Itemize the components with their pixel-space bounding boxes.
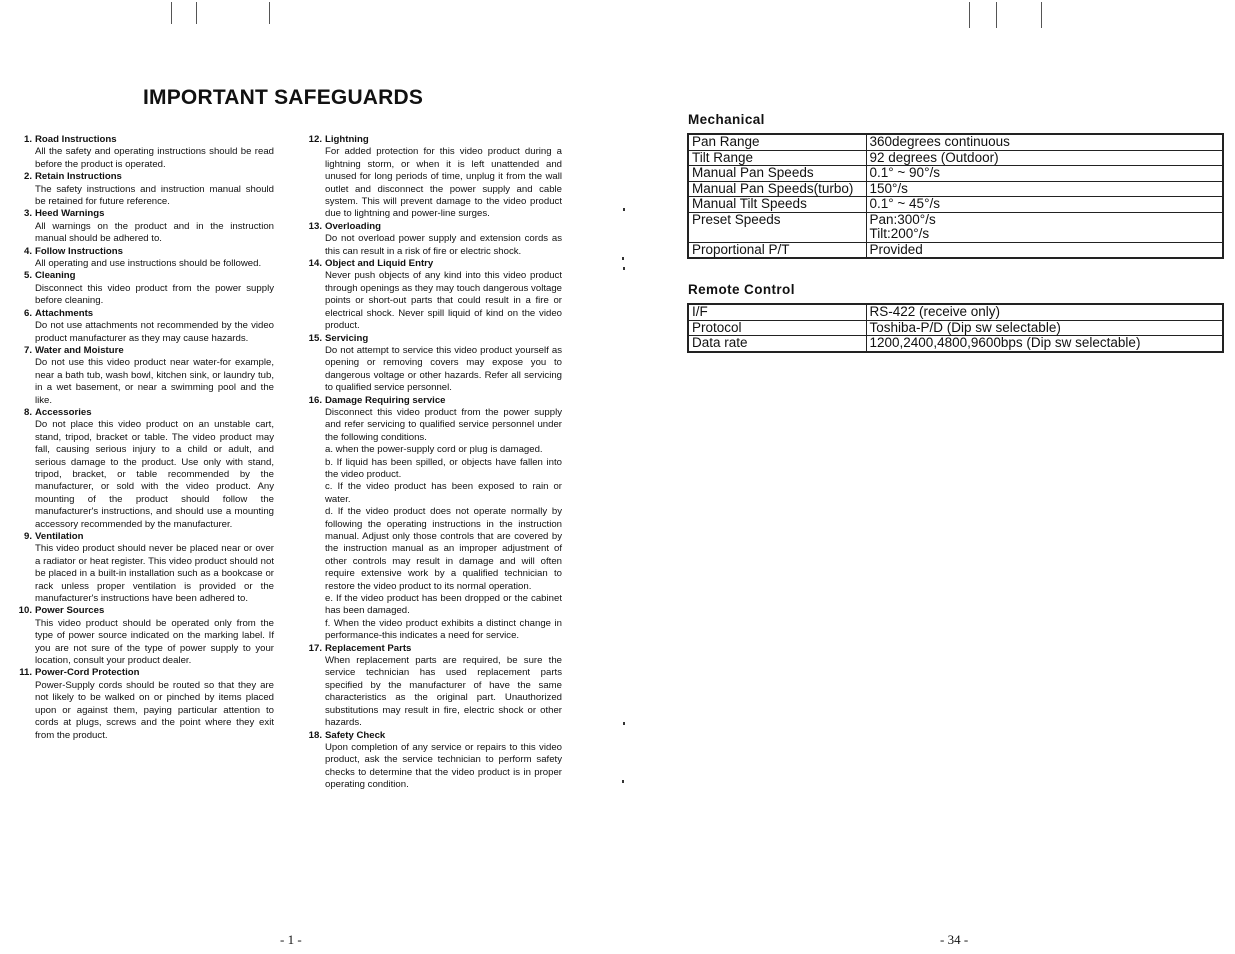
spec-row bbox=[688, 134, 1223, 150]
mechanical-spec-table bbox=[687, 133, 1224, 259]
item-number: 13. bbox=[308, 220, 322, 232]
scan-mark bbox=[1041, 2, 1042, 28]
spec-value: Pan:300°/s bbox=[866, 212, 1223, 227]
scan-speck bbox=[623, 208, 625, 211]
item-heading: Follow Instructions bbox=[35, 245, 123, 257]
item-paragraph: For added protection for this video product during a lightning storm, or when it is left unattended and unused for long periods of time, unplug it from the wall outlet and disconnect the power supply and cable system. This will prevent damage to the video product due to lightning and power-line surges. bbox=[325, 146, 562, 220]
item-number: 6. bbox=[23, 307, 32, 319]
item-heading: Cleaning bbox=[35, 270, 76, 282]
item-heading: Ventilation bbox=[35, 531, 84, 542]
scan-mark bbox=[196, 2, 197, 24]
item-body bbox=[325, 655, 562, 729]
item-body bbox=[325, 345, 562, 395]
item-paragraph: The safety instructions and instruction manual should be retained for future reference. bbox=[35, 183, 274, 208]
item-paragraph: All warnings on the product and in the instruction manual should be adhered to. bbox=[35, 220, 274, 245]
safeguard-item bbox=[306, 258, 562, 332]
spec-label: Manual Tilt Speeds bbox=[688, 197, 866, 213]
item-body bbox=[35, 357, 274, 407]
item-body bbox=[35, 680, 274, 742]
item-number: 5. bbox=[23, 270, 32, 282]
item-body bbox=[325, 146, 562, 220]
scan-mark bbox=[996, 2, 997, 28]
spec-label: Proportional P/T bbox=[688, 242, 866, 258]
item-paragraph: c. If the video product has been exposed to rain or water. bbox=[325, 481, 562, 505]
spec-label: Manual Pan Speeds(turbo) bbox=[688, 181, 866, 197]
scan-speck bbox=[622, 257, 624, 260]
safeguard-item bbox=[16, 208, 274, 245]
safeguard-item bbox=[16, 345, 274, 407]
spec-row bbox=[688, 304, 1223, 320]
scan-mark bbox=[969, 2, 970, 28]
item-paragraph: Do not use this video product near water-for example, near a bath tub, wash bowl, kitchen sink, or laundry tub, in a wet basement, or near a swimming pool and the like. bbox=[35, 357, 274, 406]
spec-row bbox=[688, 197, 1223, 213]
item-heading: Damage Requiring service bbox=[325, 394, 446, 406]
item-paragraph: Upon completion of any service or repairs to this video product, ask the service technician to perform safety checks to determine that the video product is in proper operating condition. bbox=[325, 741, 562, 791]
item-paragraph: This video product should never be placed near or over a radiator or heat register. This video product should not be placed in a built-in installation such as a bookcase or rack unless proper ventilation is provided or the manufacturer's instructions have been adhered to. bbox=[35, 543, 274, 605]
item-body bbox=[35, 221, 274, 246]
item-paragraph: b. If liquid has been spilled, or objects have fallen into the video product. bbox=[325, 456, 562, 480]
item-heading: Overloading bbox=[325, 220, 381, 232]
item-heading: Attachments bbox=[35, 307, 94, 319]
item-paragraph: All the safety and operating instructions should be read before the product is operated. bbox=[35, 146, 274, 170]
spec-row bbox=[688, 181, 1223, 197]
spec-label: Data rate bbox=[688, 336, 866, 352]
item-heading: Heed Warnings bbox=[35, 208, 105, 220]
spec-row bbox=[688, 166, 1223, 182]
item-number: 12. bbox=[308, 134, 322, 145]
safeguard-item bbox=[16, 270, 274, 307]
remote-control-spec-table bbox=[687, 303, 1224, 353]
spec-label: Preset Speeds bbox=[688, 212, 866, 242]
safeguard-item bbox=[306, 333, 562, 395]
spec-value: 360degrees continuous bbox=[866, 134, 1223, 150]
item-paragraph: Disconnect this video product from the power supply and refer servicing to qualified service personnel under the following conditions. bbox=[325, 406, 562, 443]
safeguards-column-1 bbox=[16, 134, 274, 742]
spec-row bbox=[688, 212, 1223, 227]
item-paragraph: Power-Supply cords should be routed so that they are not likely to be walked on or pinched by items placed upon or against them, paying particular attention to cords at plugs, screws and the point where they exit from the product. bbox=[35, 679, 274, 741]
scan-speck bbox=[623, 722, 625, 725]
page-number-left: - 1 - bbox=[280, 932, 302, 947]
item-number: 17. bbox=[308, 642, 322, 654]
item-paragraph: When replacement parts are required, be sure the service technician has used replacement parts specified by the manufacturer of have the same characteristics as the original part. Unauthorized substitutions may result in fire, electric shock or other hazards. bbox=[325, 655, 562, 729]
safeguard-item bbox=[16, 667, 274, 741]
safeguard-item bbox=[16, 407, 274, 531]
item-number: 2. bbox=[23, 171, 32, 183]
spec-row bbox=[688, 336, 1223, 352]
item-number: 18. bbox=[308, 729, 322, 741]
spec-value: Toshiba-P/D (Dip sw selectable) bbox=[866, 320, 1223, 336]
safeguard-item bbox=[306, 395, 562, 643]
item-paragraph: All operating and use instructions should be followed. bbox=[35, 258, 262, 270]
item-paragraph: Do not overload power supply and extension cords as this can result in a risk of fire or electric shock. bbox=[325, 233, 562, 257]
remote-control-heading: Remote Control bbox=[688, 282, 795, 297]
item-paragraph: f. When the video product exhibits a distinct change in performance-this indicates a need for service. bbox=[325, 617, 562, 642]
safeguard-item bbox=[16, 531, 274, 605]
item-number: 9. bbox=[23, 531, 32, 542]
scan-speck bbox=[622, 780, 624, 783]
item-body bbox=[325, 407, 562, 643]
item-body bbox=[35, 419, 274, 531]
item-heading: Power Sources bbox=[35, 605, 105, 617]
item-heading: Accessories bbox=[35, 406, 92, 418]
spec-value: 1200,2400,4800,9600bps (Dip sw selectable) bbox=[866, 336, 1223, 352]
item-paragraph: Do not attempt to service this video product yourself as opening or removing covers may expose you to dangerous voltage or other hazards. Refer all servicing to qualified service personnel. bbox=[325, 344, 562, 394]
safeguard-item bbox=[16, 246, 274, 271]
spec-value: 0.1° ~ 90°/s bbox=[866, 166, 1223, 182]
spec-value: 92 degrees (Outdoor) bbox=[866, 150, 1223, 166]
spec-row bbox=[688, 320, 1223, 336]
item-body bbox=[35, 543, 274, 605]
item-number: 3. bbox=[23, 208, 32, 220]
page-title: IMPORTANT SAFEGUARDS bbox=[143, 86, 424, 109]
spec-label: Manual Pan Speeds bbox=[688, 166, 866, 182]
item-number: 8. bbox=[23, 406, 32, 418]
spec-value: 150°/s bbox=[866, 181, 1223, 197]
item-paragraph: Do not place this video product on an unstable cart, stand, tripod, bracket or table. The video product may fall, causing serious injury to a child or adult, and serious damage to the product. Use only with stand, tripod, bracket, or table recommended by the manufacturer, or sold with the video product. Any mounting of the product should follow the manufacturer's instructions, and should use a mounting accessory recommended by the manufacturer. bbox=[35, 419, 274, 530]
item-heading: Road Instructions bbox=[35, 134, 117, 145]
safeguard-item bbox=[306, 643, 562, 730]
spec-value: 0.1° ~ 45°/s bbox=[866, 197, 1223, 213]
item-body bbox=[35, 258, 274, 270]
item-number: 16. bbox=[308, 394, 322, 406]
item-paragraph: d. If the video product does not operate normally by following the operating instructions in the instruction manual. Adjust only those controls that are covered by the instruction manual as an improper adjustment of other controls may result in damage and will often require extensive work by a qualified technician to restore the video product to its normal operation. bbox=[325, 506, 562, 592]
item-heading: Water and Moisture bbox=[35, 344, 124, 356]
item-heading: Replacement Parts bbox=[325, 642, 412, 654]
item-body bbox=[35, 618, 274, 668]
item-body bbox=[325, 742, 562, 792]
spec-value: Provided bbox=[866, 242, 1223, 258]
spec-label: I/F bbox=[688, 304, 866, 320]
item-paragraph: Never push objects of any kind into this video product through openings as they may touch dangerous voltage points or short-out parts that could result in a fire or electrical shock. Never spill liquid of kind on the video product. bbox=[325, 270, 562, 332]
page-number-right: - 34 - bbox=[940, 932, 969, 947]
item-body bbox=[325, 233, 562, 258]
item-heading: Servicing bbox=[325, 332, 369, 344]
spec-value: RS-422 (receive only) bbox=[866, 304, 1223, 320]
safeguard-item bbox=[16, 308, 274, 345]
safeguard-item bbox=[306, 730, 562, 792]
item-body bbox=[325, 270, 562, 332]
safeguard-item bbox=[16, 605, 274, 667]
safeguard-item bbox=[16, 171, 274, 208]
spec-label: Tilt Range bbox=[688, 150, 866, 166]
item-body bbox=[35, 320, 274, 345]
item-body bbox=[35, 146, 274, 171]
item-number: 1. bbox=[23, 134, 32, 145]
spec-row bbox=[688, 150, 1223, 166]
item-heading: Lightning bbox=[325, 134, 369, 145]
item-heading: Object and Liquid Entry bbox=[325, 258, 434, 270]
item-paragraph: This video product should be operated only from the type of power source indicated on the marking label. If you are not sure of the type of power supply to your location, consult your product dealer. bbox=[35, 617, 274, 667]
spec-row bbox=[688, 242, 1223, 258]
item-paragraph: Disconnect this video product from the power supply before cleaning. bbox=[35, 282, 274, 307]
safeguard-item bbox=[16, 134, 274, 171]
safeguards-column-2 bbox=[306, 134, 562, 792]
item-number: 10. bbox=[18, 605, 32, 617]
item-number: 11. bbox=[19, 667, 32, 679]
item-number: 14. bbox=[308, 258, 322, 270]
safeguard-item bbox=[306, 134, 562, 221]
item-heading: Power-Cord Protection bbox=[35, 667, 140, 679]
item-number: 7. bbox=[23, 344, 32, 356]
item-heading: Safety Check bbox=[325, 729, 386, 741]
scan-speck bbox=[623, 267, 625, 270]
scan-mark bbox=[171, 2, 172, 24]
item-heading: Retain Instructions bbox=[35, 171, 122, 183]
item-paragraph: Do not use attachments not recommended by the video product manufacturer as they may cause hazards. bbox=[35, 320, 274, 344]
item-body bbox=[35, 184, 274, 209]
item-paragraph: e. If the video product has been dropped or the cabinet has been damaged. bbox=[325, 593, 562, 617]
safeguard-item bbox=[306, 221, 562, 258]
item-paragraph: a. when the power-supply cord or plug is damaged. bbox=[325, 444, 543, 456]
item-body bbox=[35, 283, 274, 308]
spec-value: Tilt:200°/s bbox=[866, 227, 1223, 242]
scan-mark bbox=[269, 2, 270, 24]
mechanical-heading: Mechanical bbox=[688, 112, 765, 127]
spec-label: Pan Range bbox=[688, 134, 866, 150]
item-number: 4. bbox=[23, 245, 32, 257]
item-number: 15. bbox=[308, 332, 322, 344]
spec-label: Protocol bbox=[688, 320, 866, 336]
